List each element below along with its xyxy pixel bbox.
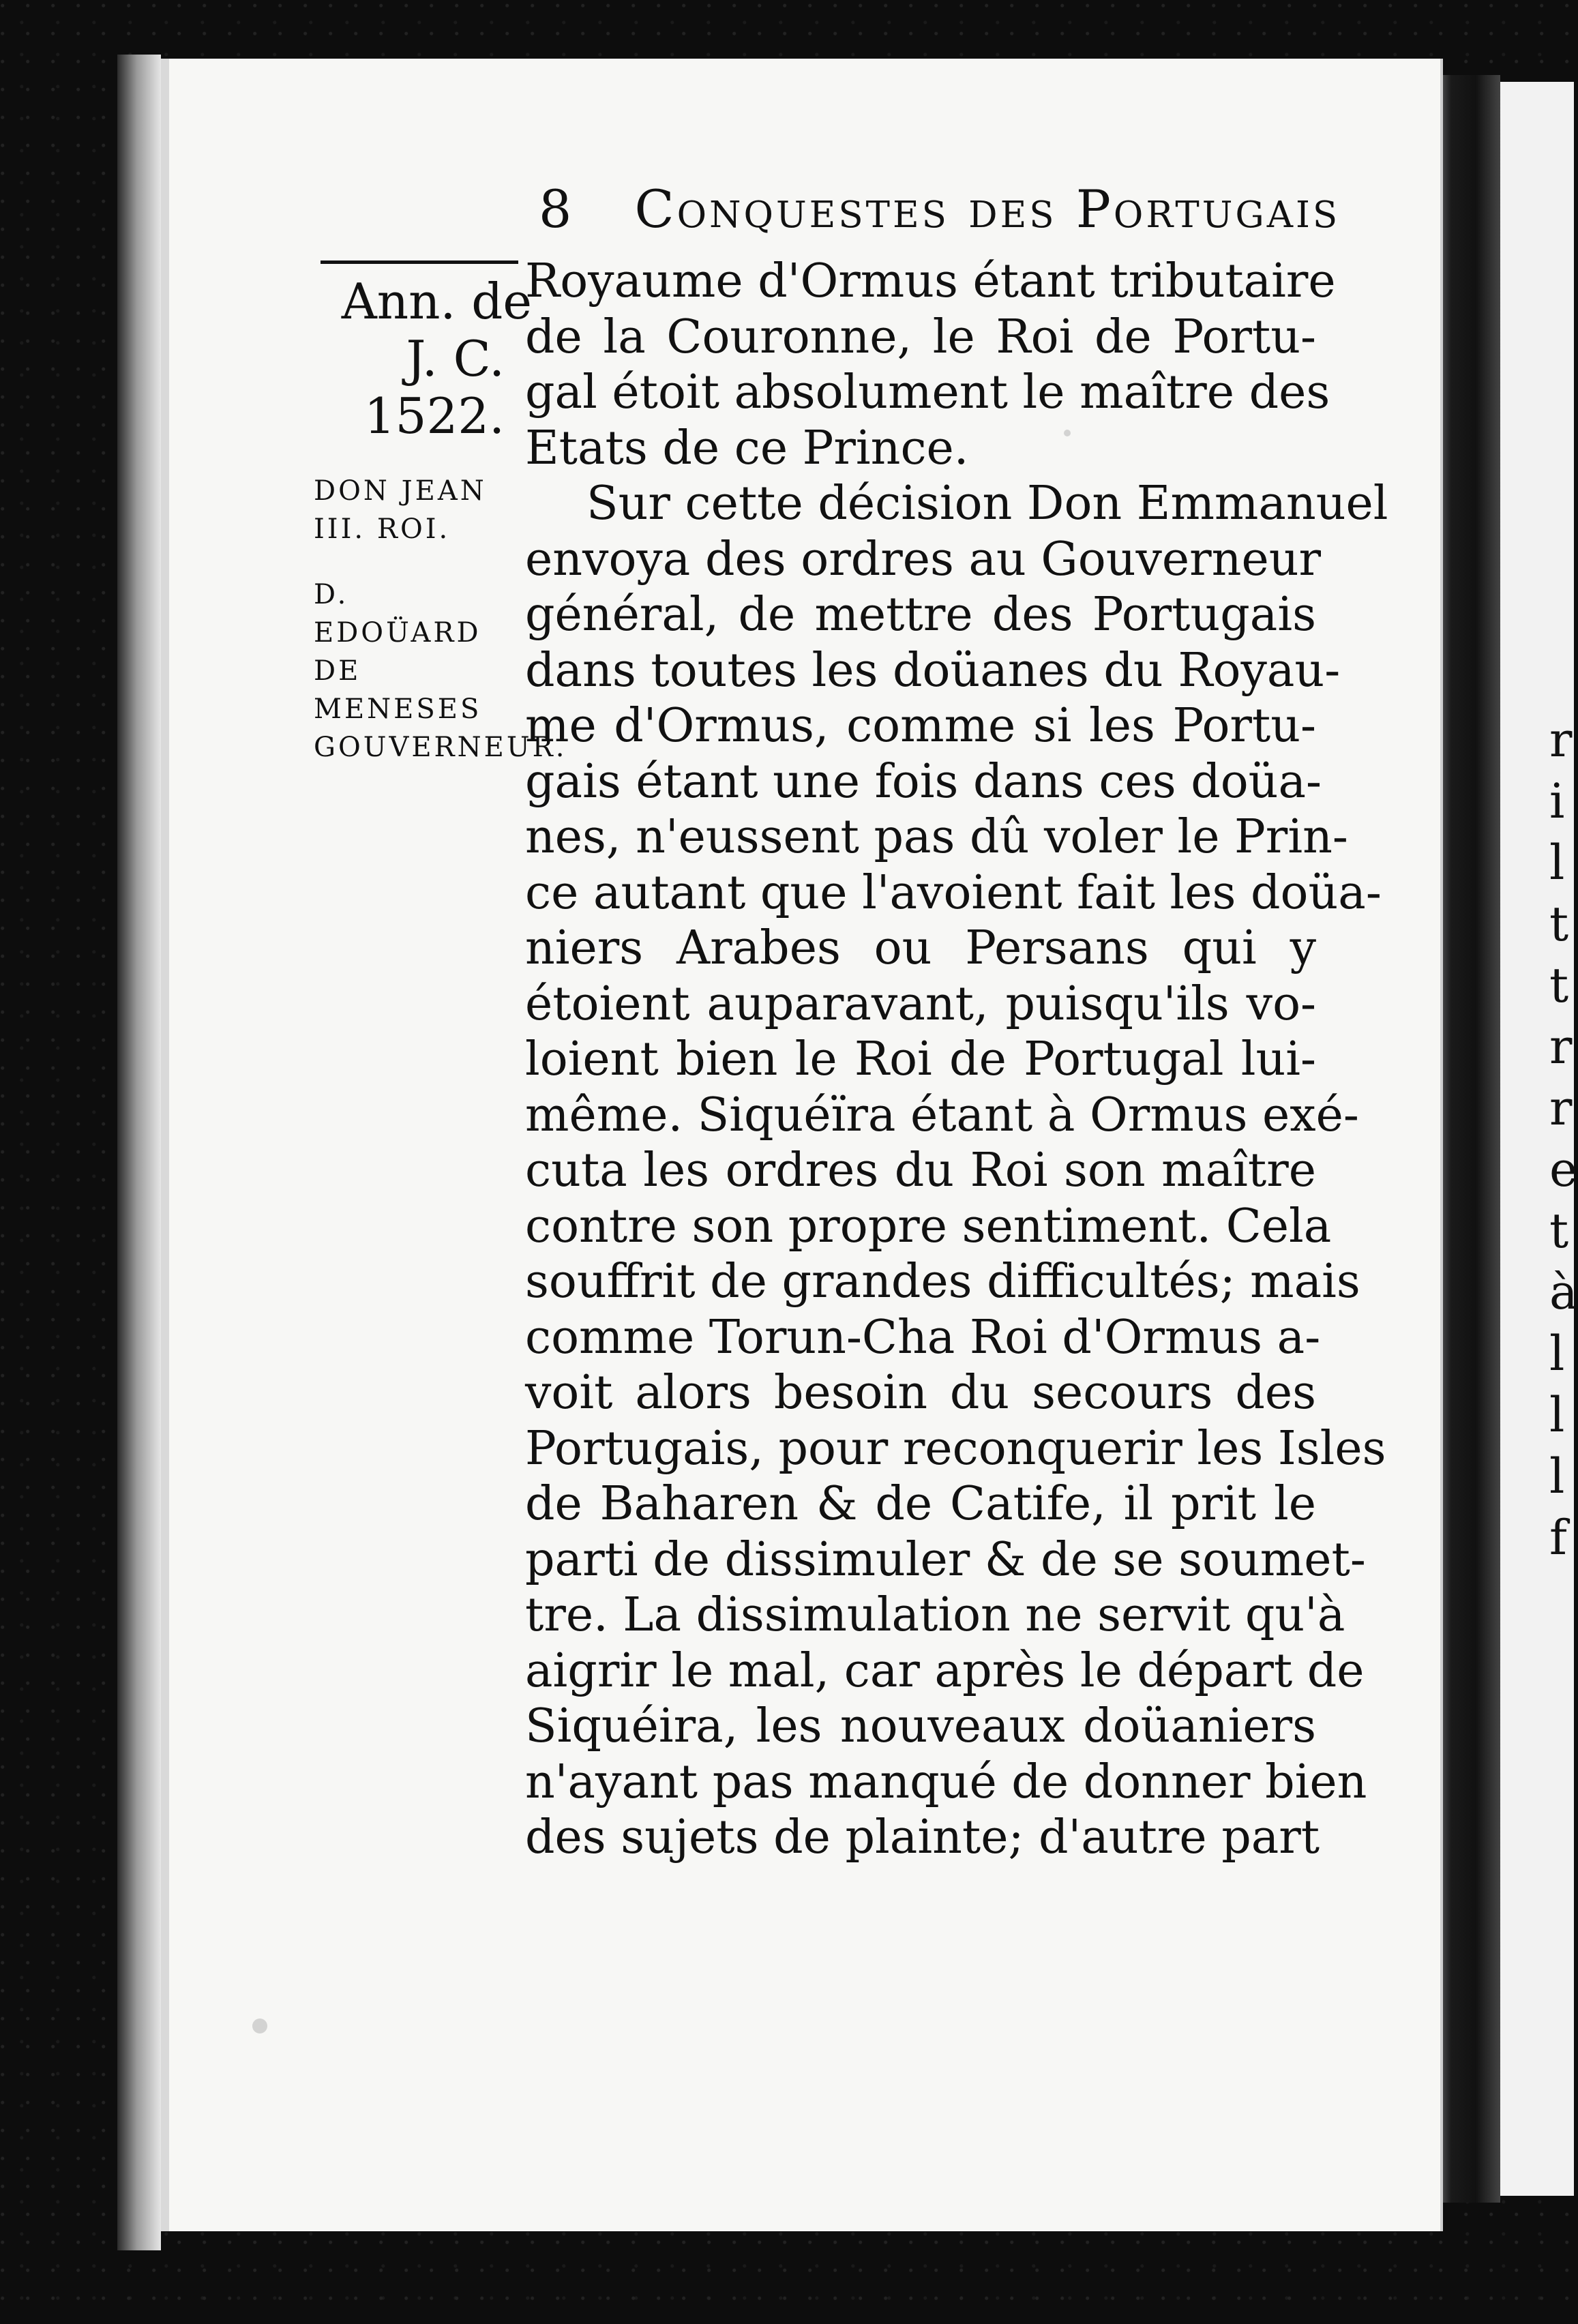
text-line: de Baharen & de Catife, il prit le bbox=[525, 1477, 1316, 1531]
text-line: Siquéira, les nouveaux doüaniers bbox=[525, 1699, 1316, 1753]
text-line: voit alors besoin du secours des bbox=[525, 1366, 1316, 1420]
text-line: loient bien le Roi de Portugal lui- bbox=[525, 1032, 1316, 1086]
text-line: Etats de ce Prince. bbox=[525, 421, 969, 475]
text-line: me d'Ormus, comme si les Portu- bbox=[525, 699, 1316, 753]
page-header bbox=[539, 179, 1341, 239]
margin-note-king: DON JEAN III. ROI. bbox=[314, 475, 487, 545]
text-line: de la Couronne, le Roi de Portu- bbox=[525, 310, 1316, 364]
text-line: étoient auparavant, puisqu'ils vo- bbox=[525, 977, 1316, 1031]
margin-notes bbox=[314, 273, 567, 766]
margin-year-line: Ann. de bbox=[341, 273, 532, 330]
running-title: Conquestes des Portugais bbox=[634, 179, 1341, 239]
text-line: général, de mettre des Portugais bbox=[525, 588, 1316, 642]
margin-year-line: 1522. bbox=[363, 387, 505, 445]
body-text bbox=[525, 254, 1388, 1866]
text-line: gais étant une fois dans ces doüa- bbox=[525, 754, 1322, 809]
page-edge bbox=[117, 55, 161, 2250]
text-line: parti de dissimuler & de se soumet- bbox=[525, 1532, 1366, 1587]
text-line: n'ayant pas manqué de donner bien bbox=[525, 1755, 1367, 1809]
text-line: gal étoit absolument le maître des bbox=[525, 366, 1330, 419]
text-line: Portugais, pour reconquerir les Isles bbox=[525, 1421, 1386, 1476]
ink-smudge bbox=[1064, 430, 1071, 436]
text-line: nes, n'eussent pas dû voler le Prin- bbox=[525, 810, 1348, 864]
facing-page-fragments: r i l t t r r e t à l l l f bbox=[1549, 712, 1578, 1566]
text-line: cuta les ordres du Roi son maître bbox=[525, 1144, 1316, 1197]
text-line: comme Torun-Cha Roi d'Ormus a- bbox=[525, 1310, 1321, 1365]
text-line: contre son propre sentiment. Cela bbox=[525, 1199, 1332, 1253]
text-line: tre. La dissimulation ne servit qu'à bbox=[525, 1588, 1345, 1642]
text-line: envoya des ordres au Gouverneur bbox=[525, 532, 1321, 586]
text-line: souffrit de grandes difficultés; mais bbox=[525, 1255, 1360, 1309]
text-line: Sur cette décision Don Emmanuel bbox=[586, 477, 1388, 531]
margin-note-governor: D. EDOÜARD DE MENESES GOUVERNEUR. bbox=[314, 579, 567, 763]
text-line: aigrir le mal, car après le départ de bbox=[525, 1643, 1365, 1698]
text-line: même. Siquéïra étant à Ormus exé- bbox=[525, 1088, 1359, 1142]
text-line: Royaume d'Ormus étant tributaire bbox=[525, 254, 1336, 308]
text-line: des sujets de plainte; d'autre part bbox=[525, 1811, 1320, 1864]
text-line: ce autant que l'avoient fait les doüa- bbox=[525, 865, 1382, 920]
text-line: niers Arabes ou Persans qui y bbox=[525, 921, 1316, 975]
text-line: dans toutes les doüanes du Royau- bbox=[525, 643, 1341, 698]
ink-smudge bbox=[252, 2018, 267, 2034]
header-rule bbox=[321, 260, 518, 264]
page-number: 8 bbox=[539, 179, 575, 239]
margin-year-line: J. C. bbox=[406, 330, 505, 387]
